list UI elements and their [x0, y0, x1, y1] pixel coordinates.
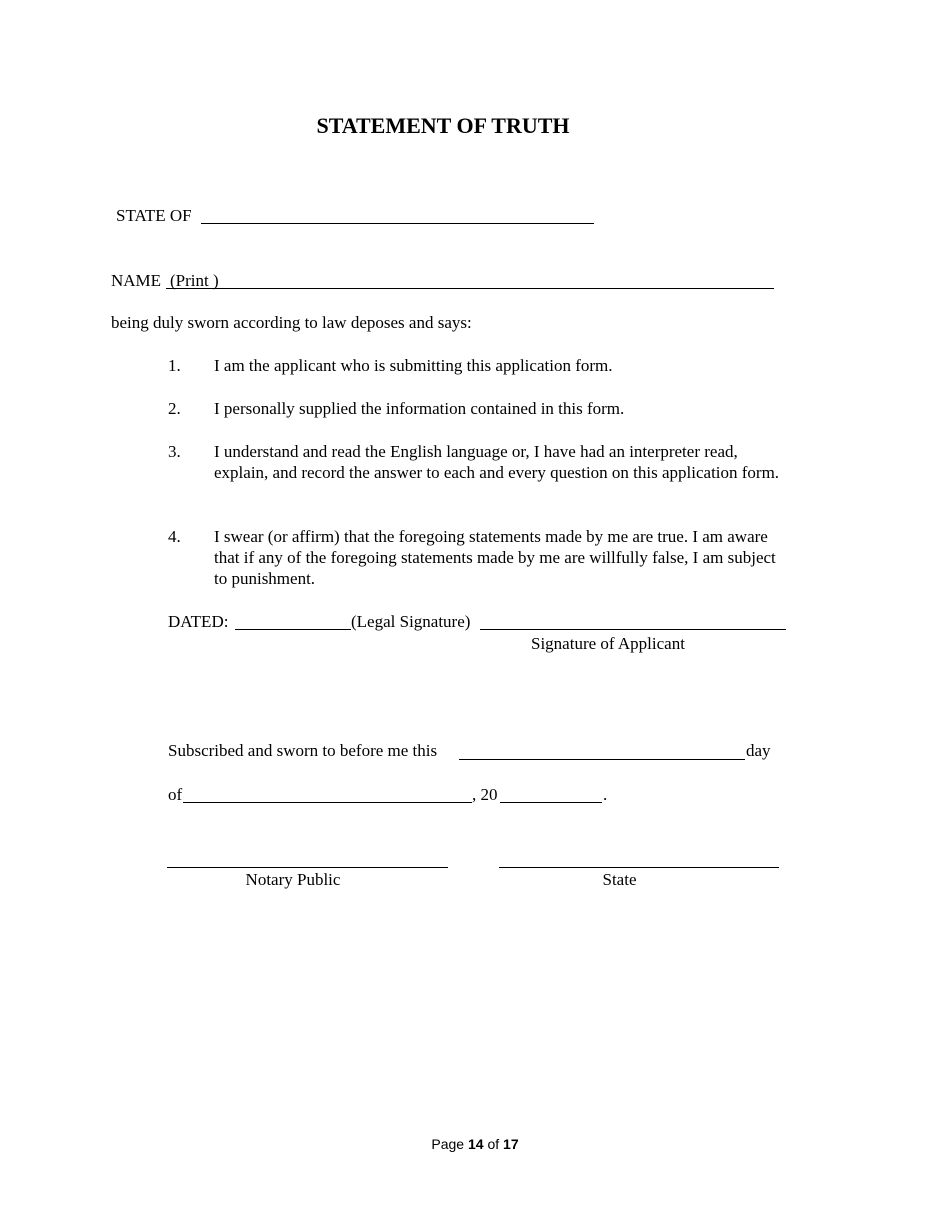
- item-number: 1.: [168, 356, 181, 375]
- intro-text: being duly sworn according to law deposes and says:: [111, 313, 472, 332]
- state-caption: State: [602, 870, 637, 889]
- state-signature-line[interactable]: [499, 867, 779, 868]
- day-label: day: [746, 741, 771, 760]
- item-number: 4.: [168, 527, 181, 546]
- state-input-line[interactable]: [201, 223, 594, 224]
- day-input-line[interactable]: [459, 759, 745, 760]
- notary-signature-line[interactable]: [167, 867, 448, 868]
- page-word: Page: [431, 1136, 465, 1152]
- item-number: 3.: [168, 442, 181, 461]
- of-word: of: [487, 1136, 500, 1152]
- list-item: I swear (or affirm) that the foregoing statements made by me are true. I am aware that if any of the foregoing statements made by me are willfully false, I am subject to punishment.: [214, 527, 776, 588]
- name-input-line[interactable]: [166, 288, 774, 289]
- list-item: I am the applicant who is submitting this application form.: [214, 356, 613, 375]
- name-print-hint: (Print ): [170, 271, 219, 290]
- dated-label: DATED:: [168, 612, 229, 631]
- year-input-line[interactable]: [500, 802, 602, 803]
- current-page-number: 14: [467, 1136, 484, 1152]
- notary-public-caption: Notary Public: [245, 870, 341, 889]
- total-pages-number: 17: [503, 1136, 519, 1152]
- list-item: I personally supplied the information contained in this form.: [214, 399, 625, 418]
- year-prefix: , 20: [472, 785, 498, 804]
- date-input-line[interactable]: [235, 629, 351, 630]
- name-label: NAME: [111, 271, 162, 290]
- document-title: STATEMENT OF TRUTH: [316, 113, 570, 138]
- signature-input-line[interactable]: [480, 629, 786, 630]
- of-label: of: [168, 785, 183, 804]
- period: .: [603, 785, 608, 804]
- signature-caption: Signature of Applicant: [531, 634, 685, 653]
- month-input-line[interactable]: [183, 802, 472, 803]
- legal-signature-label: (Legal Signature): [351, 612, 471, 631]
- item-number: 2.: [168, 399, 181, 418]
- list-item: I understand and read the English language or, I have had an interpreter read, explain, and record the answer to each and every question on this application form.: [214, 442, 780, 482]
- page-footer: [0, 1137, 950, 1151]
- subscribed-label: Subscribed and sworn to before me this: [168, 741, 438, 760]
- state-label: STATE OF: [116, 206, 192, 225]
